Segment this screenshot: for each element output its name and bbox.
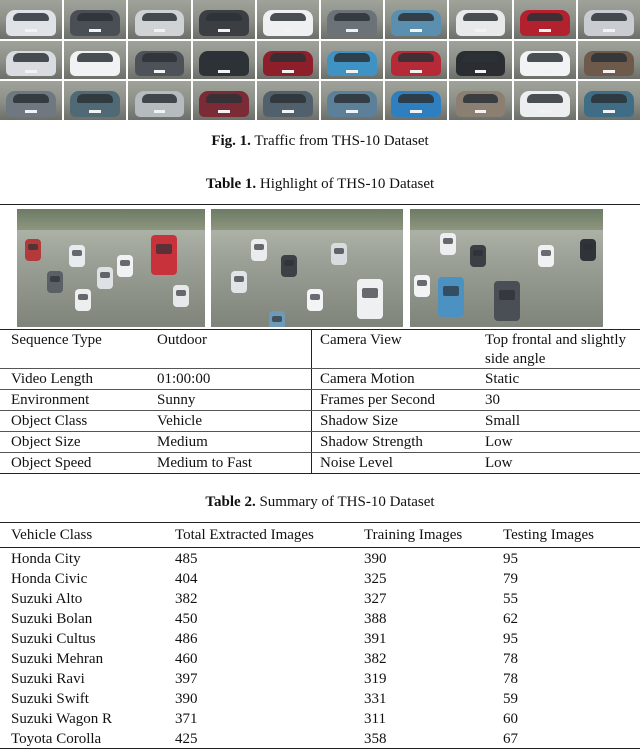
vehicle-thumbnail-mosaic (0, 0, 640, 120)
car (231, 271, 247, 293)
car (251, 239, 267, 261)
car (438, 277, 464, 317)
car-shape (584, 10, 634, 36)
table1-row (0, 330, 640, 369)
table2-label: Table 2. (205, 494, 256, 510)
car (470, 245, 486, 267)
table2-cell: 319 (364, 671, 387, 687)
car-shape (6, 91, 56, 117)
table2-cell: 425 (175, 731, 198, 747)
table1-cell: Camera Motion (320, 371, 415, 387)
table1-cell: Object Class (11, 413, 88, 429)
table1-label: Table 1. (205, 176, 257, 192)
table2-header: Testing Images (503, 527, 595, 543)
vehicle-thumbnail (128, 0, 190, 39)
table1-cell: Sunny (157, 392, 196, 408)
car-shape (263, 91, 313, 117)
table2-cell: 60 (503, 711, 518, 727)
table2-cell: 325 (364, 571, 387, 587)
table1-row (0, 432, 640, 453)
table2-cell: Suzuki Ravi (11, 671, 85, 687)
table1-cell: Medium (157, 434, 208, 450)
table1-cell: 30 (485, 392, 500, 408)
car-shape (584, 91, 634, 117)
vehicle-thumbnail (385, 41, 447, 80)
car (173, 285, 189, 307)
car-shape (456, 91, 506, 117)
car-shape (391, 91, 441, 117)
car (117, 255, 133, 277)
vehicle-thumbnail (193, 0, 255, 39)
suv (494, 281, 520, 321)
table2-cell: 55 (503, 591, 518, 607)
table2-cell: Suzuki Wagon R (11, 711, 113, 727)
table2-cell: 311 (364, 711, 386, 727)
figure-caption (0, 133, 640, 150)
table1-cell: Small (485, 413, 521, 429)
car-shape (327, 51, 377, 77)
van (357, 279, 383, 319)
table2-row (0, 668, 640, 688)
table1-cell: Noise Level (320, 455, 393, 471)
vehicle-thumbnail (193, 81, 255, 120)
car (75, 289, 91, 311)
table1-cell: Frames per Second (320, 392, 435, 408)
car (97, 267, 113, 289)
vehicle-thumbnail (64, 41, 126, 80)
car-shape (520, 10, 570, 36)
table1-cell: Shadow Size (320, 413, 398, 429)
table2-cell: 79 (503, 571, 518, 587)
vehicle-thumbnail (385, 81, 447, 120)
table2-cell: Suzuki Alto (11, 591, 83, 607)
table2-cell: 450 (175, 611, 198, 627)
table2-cell: 382 (364, 651, 387, 667)
car-shape (135, 10, 185, 36)
table2-body (0, 548, 640, 748)
vehicle-thumbnail (514, 81, 576, 120)
vehicle-thumbnail (0, 81, 62, 120)
table2-cell: 397 (175, 671, 198, 687)
car-shape (6, 10, 56, 36)
car-shape (135, 51, 185, 77)
table2-header-row (0, 523, 640, 548)
table2-header: Training Images (364, 527, 463, 543)
table2-header: Vehicle Class (11, 527, 93, 543)
car-shape (520, 51, 570, 77)
vehicle-thumbnail (514, 0, 576, 39)
car-shape (584, 51, 634, 77)
table1-cell: Video Length (11, 371, 93, 387)
table1-caption-text: Highlight of THS-10 Dataset (259, 176, 435, 192)
car-shape (199, 91, 249, 117)
table2-row (0, 548, 640, 568)
vehicle-thumbnail (257, 0, 319, 39)
bus (151, 235, 177, 275)
table2-cell: 391 (364, 631, 387, 647)
car-shape (70, 91, 120, 117)
table1-row (0, 369, 640, 390)
table1-cell: Medium to Fast (157, 455, 253, 471)
table1-cell: Object Size (11, 434, 81, 450)
car-shape (135, 91, 185, 117)
table2 (0, 522, 640, 749)
table2-cell: Suzuki Cultus (11, 631, 96, 647)
table2-cell: 67 (503, 731, 518, 747)
vehicle-thumbnail (449, 0, 511, 39)
car (269, 311, 285, 327)
vehicle-thumbnail (514, 41, 576, 80)
table1-cell: Object Speed (11, 455, 92, 471)
table1-cell: Outdoor (157, 332, 207, 348)
table2-cell: 460 (175, 651, 198, 667)
table2-caption-text: Summary of THS-10 Dataset (259, 494, 435, 510)
car-shape (199, 10, 249, 36)
table1-cell: 01:00:00 (157, 371, 211, 387)
table2-cell: Suzuki Swift (11, 691, 89, 707)
table2-cell: 59 (503, 691, 518, 707)
table1-cell: Shadow Strength (320, 434, 423, 450)
table2-cell: 390 (175, 691, 198, 707)
table1-row (0, 453, 640, 473)
car-shape (391, 10, 441, 36)
car-shape (263, 10, 313, 36)
table2-cell: 327 (364, 591, 387, 607)
table2-row (0, 608, 640, 628)
traffic-frame-2 (211, 209, 403, 327)
vehicle-thumbnail (578, 0, 640, 39)
car-shape (263, 51, 313, 77)
vehicle-thumbnail (321, 41, 383, 80)
vehicle-thumbnail (449, 81, 511, 120)
vehicle-thumbnail (64, 81, 126, 120)
car-shape (199, 51, 249, 77)
vehicle-thumbnail (257, 41, 319, 80)
table2-cell: 486 (175, 631, 198, 647)
vehicle-thumbnail (128, 81, 190, 120)
table1-cell: Camera View (320, 332, 402, 348)
traffic-frame-3 (410, 209, 603, 327)
vehicle-thumbnail (578, 81, 640, 120)
vehicle-thumbnail (321, 0, 383, 39)
car-shape (456, 51, 506, 77)
table2-cell: 62 (503, 611, 518, 627)
car-shape (391, 51, 441, 77)
table1-caption (0, 176, 640, 193)
table1-cell: Environment (11, 392, 90, 408)
car (538, 245, 554, 267)
vehicle-thumbnail (449, 41, 511, 80)
table2-cell: 331 (364, 691, 387, 707)
table1-cell: Vehicle (157, 413, 202, 429)
table2-cell: 358 (364, 731, 387, 747)
table1 (0, 204, 640, 474)
table2-cell: 404 (175, 571, 198, 587)
table1-row (0, 390, 640, 411)
vehicle-thumbnail (257, 81, 319, 120)
table1-frames (0, 205, 640, 329)
car (440, 233, 456, 255)
table2-cell: 485 (175, 551, 198, 567)
table1-rows (0, 329, 640, 474)
car-shape (70, 10, 120, 36)
table2-cell: Honda Civic (11, 571, 88, 587)
table2-cell: 78 (503, 671, 518, 687)
car (69, 245, 85, 267)
car (307, 289, 323, 311)
car-shape (70, 51, 120, 77)
car-shape (520, 91, 570, 117)
table1-cell: Low (485, 434, 513, 450)
figure-label: Fig. 1. (211, 133, 251, 149)
vehicle-thumbnail (128, 41, 190, 80)
table1-row (0, 411, 640, 432)
table2-cell: Suzuki Mehran (11, 651, 104, 667)
table2-cell: 95 (503, 551, 518, 567)
table1-cell: Low (485, 455, 513, 471)
figure-caption-text: Traffic from THS-10 Dataset (254, 133, 429, 149)
table2-cell: 390 (364, 551, 387, 567)
table2-cell: Honda City (11, 551, 81, 567)
table2-row (0, 728, 640, 748)
table2-cell: 78 (503, 651, 518, 667)
vehicle-thumbnail (385, 0, 447, 39)
vehicle-thumbnail (321, 81, 383, 120)
car-shape (6, 51, 56, 77)
car-shape (456, 10, 506, 36)
vehicle-thumbnail (64, 0, 126, 39)
table2-cell: 388 (364, 611, 387, 627)
table2-cell: 371 (175, 711, 198, 727)
car-shape (327, 10, 377, 36)
car (47, 271, 63, 293)
table2-cell: 382 (175, 591, 198, 607)
vehicle-thumbnail (0, 41, 62, 80)
table2-row (0, 708, 640, 728)
table2-cell: Suzuki Bolan (11, 611, 93, 627)
vehicle-thumbnail (193, 41, 255, 80)
car (580, 239, 596, 261)
table2-row (0, 688, 640, 708)
car (281, 255, 297, 277)
table2-cell: 95 (503, 631, 518, 647)
car (331, 243, 347, 265)
table2-row (0, 628, 640, 648)
table2-row (0, 588, 640, 608)
table2-cell: Toyota Corolla (11, 731, 102, 747)
table2-header: Total Extracted Images (175, 527, 314, 543)
traffic-frame-1 (17, 209, 205, 327)
table1-cell: Static (485, 371, 520, 387)
table1-cell: Top frontal and slightly side angle (485, 332, 627, 367)
table2-caption (0, 494, 640, 511)
truck (25, 239, 41, 261)
vehicle-thumbnail (0, 0, 62, 39)
car-shape (327, 91, 377, 117)
table2-row (0, 568, 640, 588)
vehicle-thumbnail (578, 41, 640, 80)
table2-row (0, 648, 640, 668)
car (414, 275, 430, 297)
table1-cell: Sequence Type (11, 332, 102, 348)
